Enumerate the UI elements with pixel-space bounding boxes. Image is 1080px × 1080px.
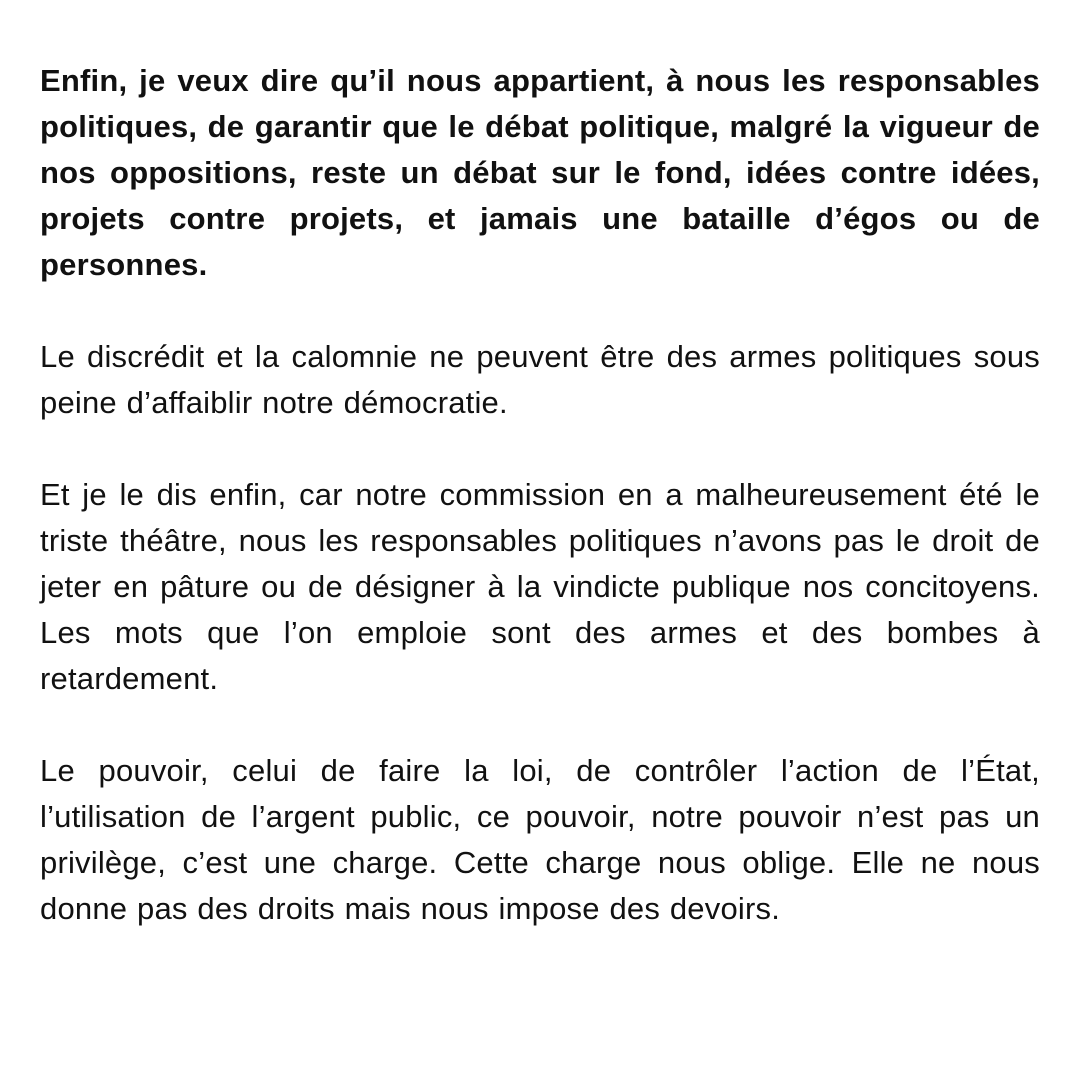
paragraph-discredit: Le discrédit et la calomnie ne peuvent être des armes politiques sous peine d’affaiblir notre démocratie. <box>40 339 1040 420</box>
paragraph-intro-bold: Enfin, je veux dire qu’il nous appartient, à nous les responsables politiques, de garantir que le débat politique, malgré la vigueur de nos oppositions, reste un débat sur le fond, idées contre idées, projets contre projets, et jamais une bataille d’égos ou de personnes. <box>40 63 1040 282</box>
paragraph-commission: Et je le dis enfin, car notre commission en a malheureusement été le triste théâtre, nous les responsables politiques n’avons pas le droit de jeter en pâture ou de désigner à la vindicte publique nos concitoyens. Les mots que l’on emploie sont des armes et des bombes à retardement. <box>40 477 1040 696</box>
paragraph-pouvoir: Le pouvoir, celui de faire la loi, de contrôler l’action de l’État, l’utilisation de l’argent public, ce pouvoir, notre pouvoir n’est pas un privilège, c’est une charge. Cette charge nous oblige. Elle ne nous donne pas des droits mais nous impose des devoirs. <box>40 753 1040 926</box>
